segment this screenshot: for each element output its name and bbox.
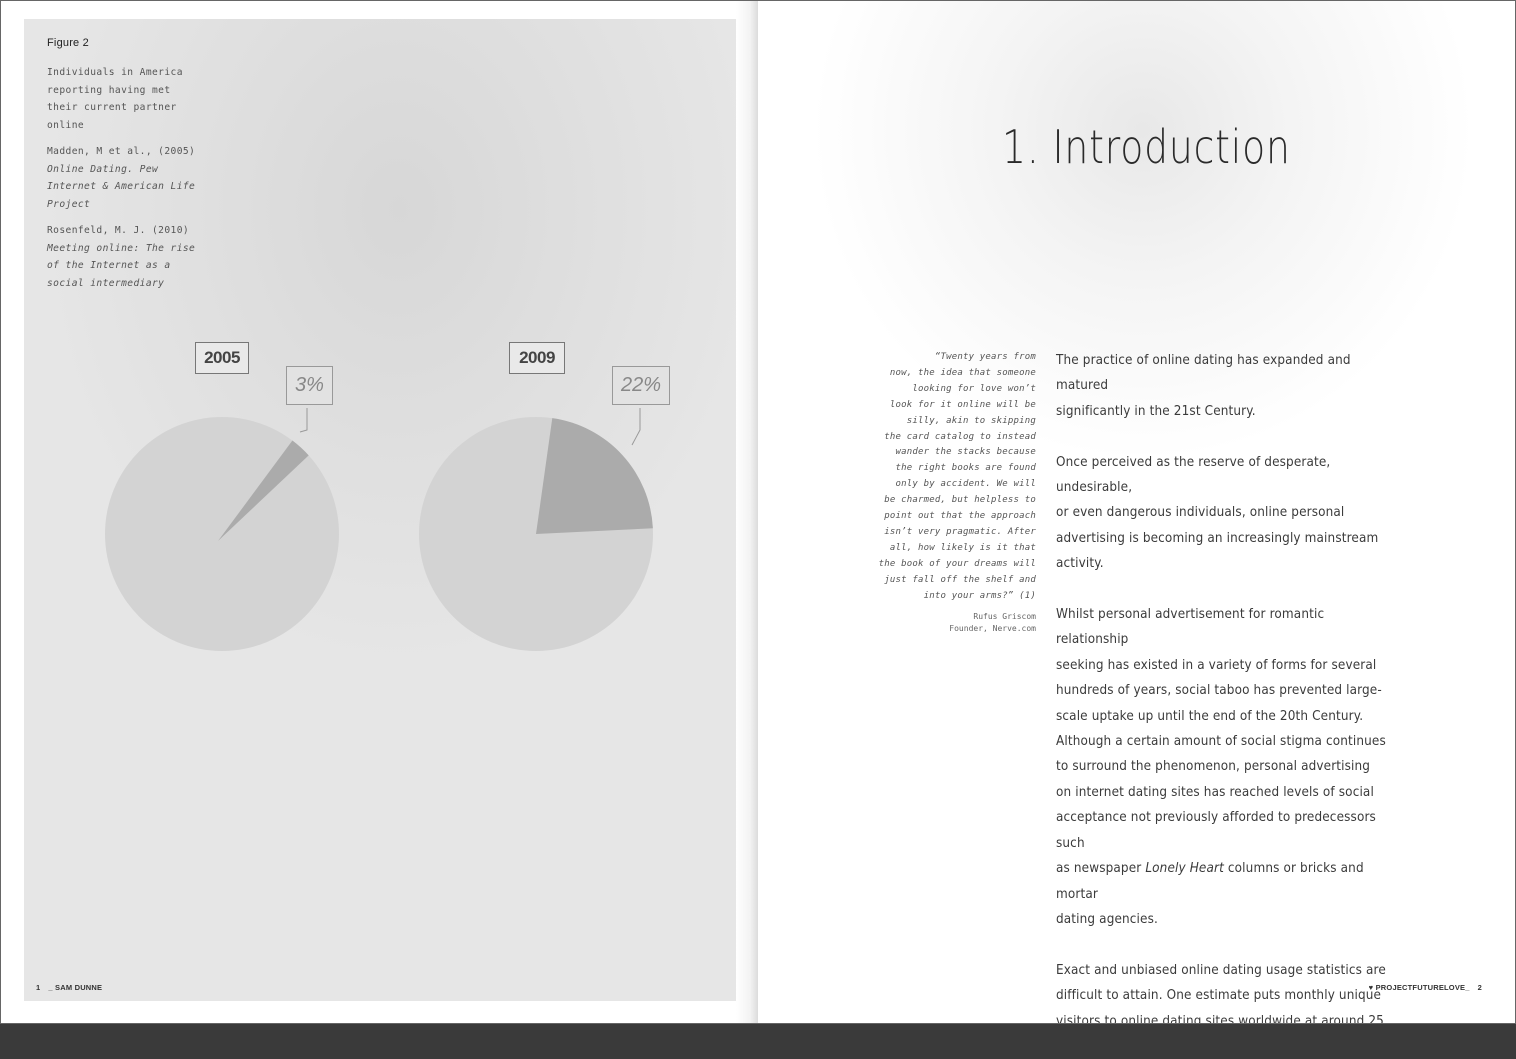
caption-line: their current partner — [47, 102, 177, 114]
text-line: dating agencies. — [1056, 911, 1158, 927]
quote-line: wander the stacks because — [895, 447, 1036, 458]
attribution-name: Rufus Griscom — [973, 612, 1036, 621]
text-line: Although a certain amount of social stigma continues — [1056, 734, 1386, 750]
reference-title-line: Internet & American Life — [47, 181, 196, 193]
quote-line: just fall off the shelf and — [884, 574, 1036, 585]
text-line: difficult to attain. One estimate puts monthly unique — [1056, 988, 1382, 1004]
quote-line: looking for love won’t — [912, 383, 1036, 394]
left-page — [0, 0, 758, 1024]
text-line: or even dangerous individuals, online personal — [1056, 505, 1345, 521]
reference-title-line: social intermediary — [47, 277, 165, 289]
text-line: seeking has existed in a variety of forms for several — [1056, 657, 1377, 673]
text-line: activity. — [1056, 556, 1104, 572]
text-line: scale uptake up until the end of the 20th Century. — [1056, 708, 1364, 724]
caption-line: online — [47, 119, 85, 131]
text-line: acceptance not previously afforded to predecessors such — [1056, 810, 1376, 851]
figure-label: Figure 2 — [47, 37, 89, 49]
reference-title-line: of the Internet as a — [47, 260, 171, 272]
paragraph — [1056, 602, 1389, 932]
page-number: 1 — [36, 983, 41, 992]
body-text — [1056, 348, 1389, 1059]
pie-slice-2009 — [536, 418, 653, 534]
text-line: to surround the phenomenon, personal advertising — [1056, 759, 1371, 775]
quote-attribution — [868, 611, 1036, 634]
paragraph — [1056, 958, 1389, 1034]
paragraph — [1056, 450, 1389, 577]
quote-line: all, how likely is it that — [889, 542, 1036, 553]
percent-label-2005: 3% — [286, 366, 333, 405]
chapter-title: 1. Introduction — [1002, 120, 1291, 174]
percent-label-2009: 22% — [612, 366, 670, 405]
text-line: columns or bricks and mortar — [1056, 861, 1364, 902]
paragraph — [1056, 348, 1389, 424]
quote-line: into your arms?” (1) — [923, 590, 1036, 601]
text-line: Exact and unbiased online dating usage statistics are — [1056, 962, 1386, 978]
pull-quote — [868, 350, 1036, 605]
year-label-2009: 2009 — [509, 342, 565, 374]
quote-line: the right books are found — [895, 463, 1036, 474]
text-line: significantly in the 21st Century. — [1056, 403, 1256, 419]
attribution-role: Founder, Nerve.com — [949, 623, 1036, 633]
caption-line: reporting having met — [47, 84, 171, 96]
footer-right — [1369, 983, 1482, 992]
quote-line: isn’t very pragmatic. After — [884, 526, 1036, 537]
right-page — [758, 0, 1516, 1029]
quote-line: now, the idea that someone — [889, 367, 1036, 378]
quote-line: look for it online will be — [889, 399, 1036, 410]
quote-line: “Twenty years from — [934, 352, 1036, 362]
text-line: Whilst personal advertisement for romantic relationship — [1056, 607, 1325, 648]
text-line: visitors to online dating sites worldwide at around 25 — [1056, 1013, 1384, 1029]
reference-title-line: Online Dating. Pew — [47, 163, 159, 175]
pie-charts — [0, 0, 758, 1024]
text-line: on internet dating sites has reached levels of social — [1056, 784, 1374, 800]
caption-line: Individuals in America — [47, 67, 183, 78]
quote-line: silly, akin to skipping — [906, 415, 1036, 426]
footer-brand: ♥ PROJECTFUTURELOVE_ — [1368, 983, 1470, 992]
pie-leader-line-2005 — [300, 408, 307, 432]
footer-author: _ SAM DUNNE — [48, 983, 103, 992]
text-line: as newspaper — [1056, 861, 1146, 877]
text-line: advertising is becoming an increasingly mainstream — [1056, 530, 1379, 546]
quote-line: the book of your dreams will — [878, 558, 1036, 569]
reference-title-line: Meeting online: The rise — [47, 242, 196, 254]
quote-line: only by accident. We will — [895, 479, 1036, 490]
reference-title-line: Project — [47, 198, 91, 210]
text-line: hundreds of years, social taboo has prevented large- — [1056, 683, 1382, 699]
year-label-2005: 2005 — [195, 342, 249, 374]
italic-term: Lonely Heart — [1145, 861, 1224, 877]
footer-left — [36, 983, 110, 992]
quote-line: be charmed, but helpless to — [884, 495, 1036, 506]
reference-author: Rosenfeld, M. J. (2010) — [47, 225, 190, 236]
text-line: Once perceived as the reserve of desperate, undesirable, — [1056, 454, 1331, 496]
text-line: The practice of online dating has expanded and matured — [1056, 353, 1351, 394]
pie-leader-line-2009 — [632, 408, 640, 445]
reference-author: Madden, M et al., (2005) — [47, 146, 196, 157]
quote-line: the card catalog to instead — [884, 431, 1036, 442]
quote-line: point out that the approach — [884, 511, 1036, 522]
page-number: 2 — [1477, 983, 1482, 992]
